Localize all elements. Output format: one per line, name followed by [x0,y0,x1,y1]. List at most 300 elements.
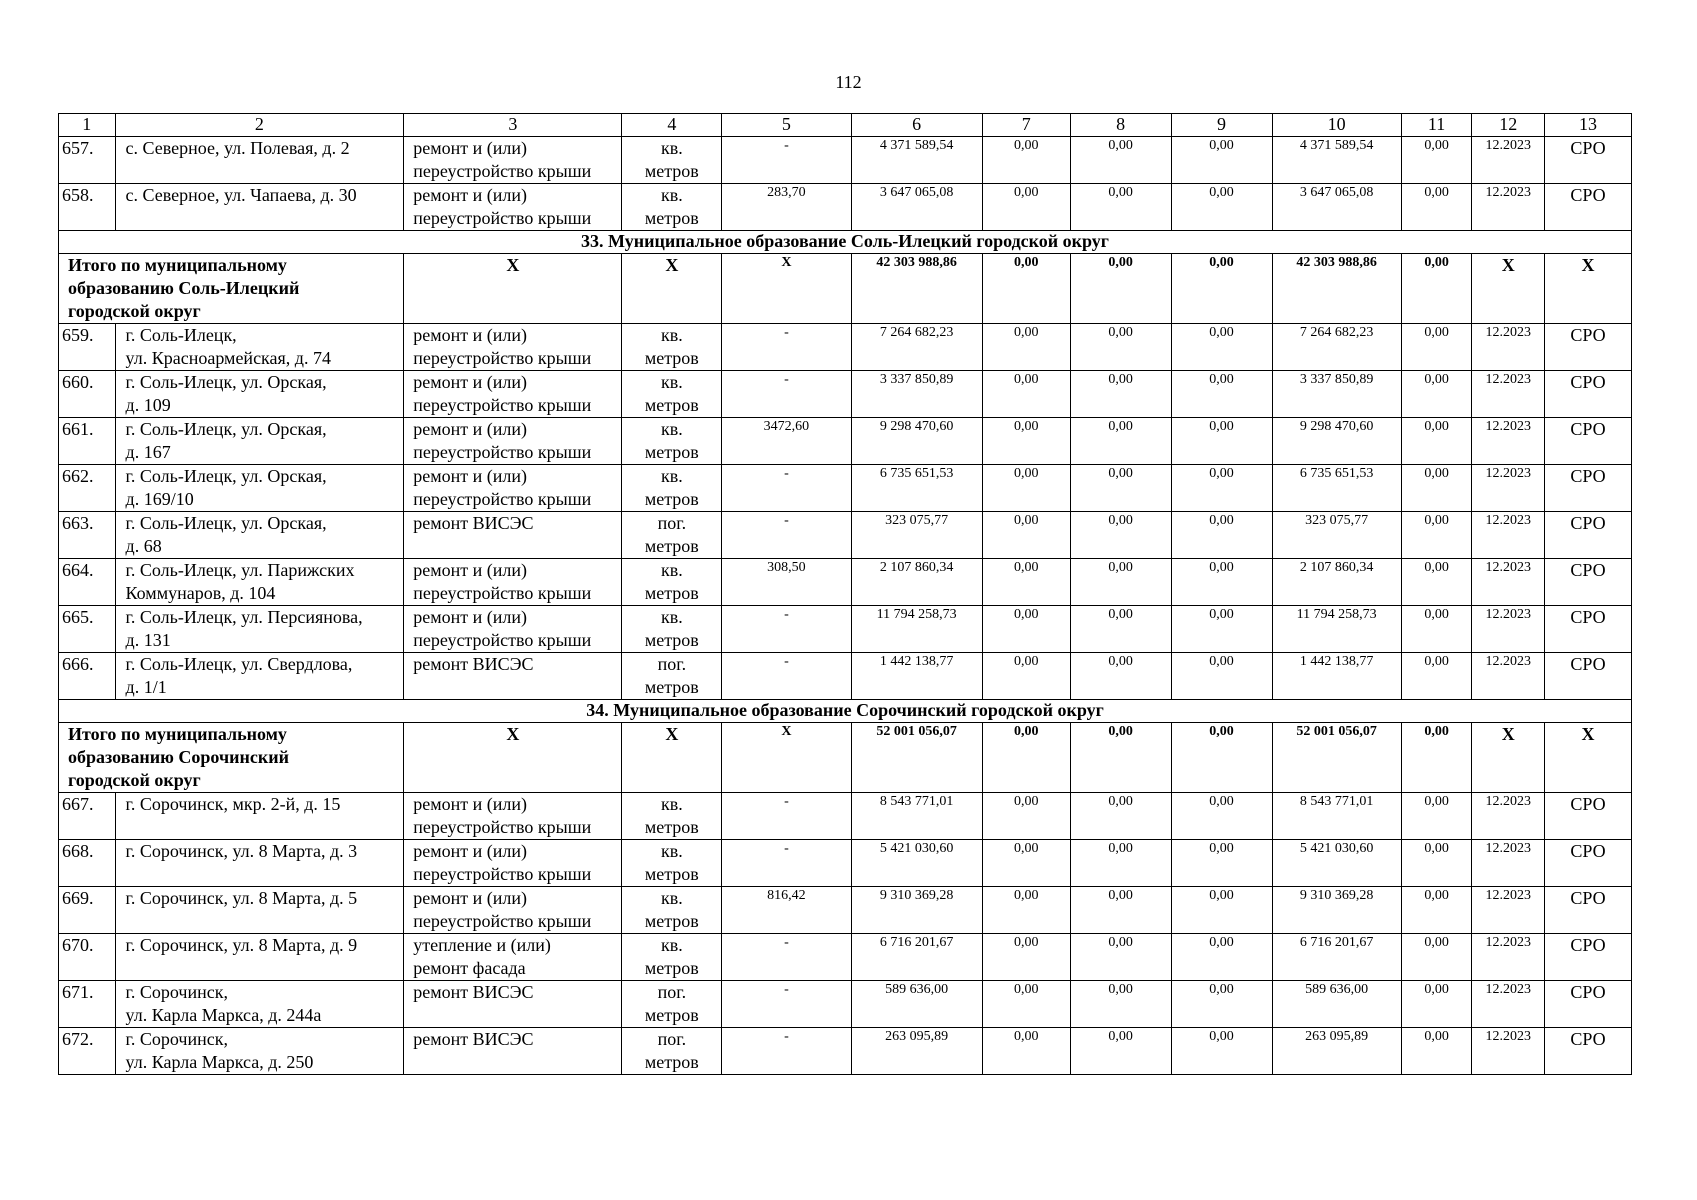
cell-work-type [404,465,622,512]
cell-line: ремонт ВИСЭС [413,654,534,674]
cell-line: кв. [660,607,683,627]
cell-row-number: 668. [59,840,116,887]
cell-other-funds: 0,00 [1401,184,1472,231]
cell-area: 816,42 [722,887,851,934]
cell-unit [622,653,722,700]
table-row [59,887,1632,934]
cell-method: СРО [1545,840,1632,887]
cell-area: - [722,934,851,981]
cell-federal-fund: 0,00 [982,793,1070,840]
cell-line: ремонт и (или) [413,325,528,345]
column-number-row [59,114,1632,137]
cell-regional-budget: 0,00 [1070,793,1171,840]
page-number: 112 [835,72,862,92]
cell-federal-fund: 0,00 [982,465,1070,512]
cell-line: г. Соль-Илецк, ул. Орская, [125,372,327,392]
cell-line: кв. [660,138,683,158]
cell-work-type [404,324,622,371]
cell-line: кв. [660,935,683,955]
table-row [59,934,1632,981]
cell-work-type [404,887,622,934]
cell-line: ремонт и (или) [413,794,528,814]
cell-regional-budget: 0,00 [1070,254,1171,324]
cell-other-funds: 0,00 [1401,559,1472,606]
cell-method: СРО [1545,371,1632,418]
cell-unit [622,137,722,184]
cell-row-number: 658. [59,184,116,231]
cell-regional-budget: 0,00 [1070,887,1171,934]
cell-line: г. Сорочинск, [125,1029,228,1049]
cell-row-number: 670. [59,934,116,981]
cell-federal-fund: 0,00 [982,254,1070,324]
cell-row-number: 659. [59,324,116,371]
cell-federal-fund: 0,00 [982,606,1070,653]
cell-unit [622,887,722,934]
cell-row-number: 664. [59,559,116,606]
cell-line: пог. [657,1029,687,1049]
cell-deadline: 12.2023 [1472,137,1545,184]
cell-line: пог. [657,654,687,674]
cell-method: СРО [1545,1028,1632,1075]
column-header: 12 [1472,114,1545,137]
cell-local-budget: 0,00 [1171,418,1272,465]
cell-line: метров [644,161,699,181]
cell-line: с. Северное, ул. Полевая, д. 2 [125,138,350,158]
cell-line: переустройство крыши [413,630,592,650]
cell-regional-budget: 0,00 [1070,653,1171,700]
cell-line: метров [644,395,699,415]
cell-row-number: 672. [59,1028,116,1075]
cell-address [115,418,404,465]
cell-deadline: Х [1472,254,1545,324]
cell-work-type [404,418,622,465]
table-row [59,1028,1632,1075]
cell-local-budget: 0,00 [1171,934,1272,981]
cell-work-type: Х [404,254,622,324]
table-row [59,512,1632,559]
cell-owners-funds: 263 095,89 [1272,1028,1401,1075]
column-header: 11 [1401,114,1472,137]
cell-local-budget: 0,00 [1171,723,1272,793]
cell-other-funds: 0,00 [1401,324,1472,371]
cell-deadline: 12.2023 [1472,887,1545,934]
cell-federal-fund: 0,00 [982,371,1070,418]
cell-total-cost: 42 303 988,86 [851,254,982,324]
cell-line: г. Сорочинск, ул. 8 Марта, д. 3 [125,841,358,861]
cell-line: д. 1/1 [125,677,167,697]
cell-line: д. 167 [125,442,171,462]
cell-line: кв. [660,888,683,908]
cell-method: СРО [1545,512,1632,559]
cell-unit [622,793,722,840]
cell-line: утепление и (или) [413,935,551,955]
cell-address [115,512,404,559]
subtotal-label [59,254,404,324]
cell-local-budget: 0,00 [1171,887,1272,934]
cell-line: метров [644,817,699,837]
cell-line: г. Соль-Илецк, ул. Орская, [125,513,327,533]
cell-deadline: Х [1472,723,1545,793]
cell-total-cost: 2 107 860,34 [851,559,982,606]
cell-line: метров [644,442,699,462]
cell-total-cost: 3 337 850,89 [851,371,982,418]
cell-other-funds: 0,00 [1401,653,1472,700]
cell-federal-fund: 0,00 [982,723,1070,793]
cell-address [115,137,404,184]
cell-line: пог. [657,982,687,1002]
cell-line: метров [644,677,699,697]
cell-owners-funds: 4 371 589,54 [1272,137,1401,184]
cell-owners-funds: 3 647 065,08 [1272,184,1401,231]
cell-deadline: 12.2023 [1472,840,1545,887]
cell-deadline: 12.2023 [1472,793,1545,840]
cell-method: СРО [1545,606,1632,653]
table-row [59,559,1632,606]
cell-other-funds: 0,00 [1401,887,1472,934]
cell-address [115,1028,404,1075]
cell-row-number: 660. [59,371,116,418]
cell-federal-fund: 0,00 [982,934,1070,981]
cell-total-cost: 323 075,77 [851,512,982,559]
cell-local-budget: 0,00 [1171,465,1272,512]
cell-total-cost: 8 543 771,01 [851,793,982,840]
cell-owners-funds: 6 735 651,53 [1272,465,1401,512]
cell-line: д. 68 [125,536,162,556]
cell-address [115,559,404,606]
cell-federal-fund: 0,00 [982,840,1070,887]
cell-total-cost: 9 310 369,28 [851,887,982,934]
cell-line: кв. [660,466,683,486]
cell-other-funds: 0,00 [1401,1028,1472,1075]
column-header: 13 [1545,114,1632,137]
cell-local-budget: 0,00 [1171,606,1272,653]
cell-work-type [404,1028,622,1075]
cell-method: Х [1545,723,1632,793]
cell-row-number: 669. [59,887,116,934]
cell-regional-budget: 0,00 [1070,934,1171,981]
cell-method: СРО [1545,465,1632,512]
cell-line: метров [644,348,699,368]
cell-work-type [404,606,622,653]
cell-line: переустройство крыши [413,583,592,603]
cell-area: 3472,60 [722,418,851,465]
cell-area: - [722,1028,851,1075]
column-header: 1 [59,114,116,137]
cell-deadline: 12.2023 [1472,559,1545,606]
cell-method: СРО [1545,793,1632,840]
cell-line: переустройство крыши [413,348,592,368]
subtotal-row [59,723,1632,793]
cell-federal-fund: 0,00 [982,184,1070,231]
cell-row-number: 666. [59,653,116,700]
cell-owners-funds: 6 716 201,67 [1272,934,1401,981]
cell-line: г. Соль-Илецк, ул. Парижских [125,560,355,580]
cell-line: ремонт и (или) [413,466,528,486]
cell-line: метров [644,911,699,931]
cell-unit: Х [622,254,722,324]
table-row [59,653,1632,700]
cell-area: - [722,653,851,700]
cell-other-funds: 0,00 [1401,465,1472,512]
cell-line: г. Соль-Илецк, ул. Орская, [125,466,327,486]
cell-address [115,934,404,981]
cell-line: кв. [660,185,683,205]
cell-line: переустройство крыши [413,817,592,837]
cell-line: ремонт и (или) [413,138,528,158]
cell-row-number: 662. [59,465,116,512]
cell-total-cost: 6 735 651,53 [851,465,982,512]
cell-line: метров [644,489,699,509]
cell-line: переустройство крыши [413,911,592,931]
cell-line: г. Соль-Илецк, ул. Орская, [125,419,327,439]
cell-total-cost: 9 298 470,60 [851,418,982,465]
cell-line: г. Соль-Илецк, ул. Свердлова, [125,654,353,674]
cell-area: - [722,371,851,418]
section-header-row [59,231,1632,254]
cell-line: г. Сорочинск, ул. 8 Марта, д. 9 [125,935,358,955]
cell-line: кв. [660,419,683,439]
cell-address [115,887,404,934]
cell-address [115,793,404,840]
cell-method: СРО [1545,559,1632,606]
cell-regional-budget: 0,00 [1070,512,1171,559]
table-row [59,981,1632,1028]
cell-line: ремонт и (или) [413,419,528,439]
cell-regional-budget: 0,00 [1070,559,1171,606]
cell-other-funds: 0,00 [1401,137,1472,184]
cell-deadline: 12.2023 [1472,981,1545,1028]
cell-total-cost: 6 716 201,67 [851,934,982,981]
cell-deadline: 12.2023 [1472,324,1545,371]
cell-federal-fund: 0,00 [982,418,1070,465]
cell-deadline: 12.2023 [1472,371,1545,418]
cell-other-funds: 0,00 [1401,723,1472,793]
table-row [59,324,1632,371]
cell-line: Итого по муниципальному [68,255,287,275]
cell-line: метров [644,583,699,603]
cell-unit [622,840,722,887]
cell-owners-funds: 42 303 988,86 [1272,254,1401,324]
cell-other-funds: 0,00 [1401,793,1472,840]
cell-area: - [722,981,851,1028]
column-header: 9 [1171,114,1272,137]
cell-address [115,371,404,418]
cell-line: г. Соль-Илецк, [125,325,237,345]
cell-total-cost: 7 264 682,23 [851,324,982,371]
cell-area: - [722,793,851,840]
cell-regional-budget: 0,00 [1070,371,1171,418]
cell-unit [622,465,722,512]
cell-regional-budget: 0,00 [1070,606,1171,653]
cell-work-type [404,512,622,559]
cell-regional-budget: 0,00 [1070,723,1171,793]
cell-line: ремонт и (или) [413,841,528,861]
cell-work-type [404,981,622,1028]
cell-area: - [722,324,851,371]
cell-federal-fund: 0,00 [982,887,1070,934]
cell-line: кв. [660,841,683,861]
table-row [59,418,1632,465]
section-title: 33. Муниципальное образование Соль-Илецкий городской округ [59,231,1632,254]
cell-line: Итого по муниципальному [68,724,287,744]
section-header-row [59,700,1632,723]
cell-line: метров [644,208,699,228]
cell-total-cost: 263 095,89 [851,1028,982,1075]
cell-local-budget: 0,00 [1171,137,1272,184]
cell-area: Х [722,723,851,793]
cell-line: ул. Красноармейская, д. 74 [125,348,331,368]
subtotal-row [59,254,1632,324]
cell-line: переустройство крыши [413,864,592,884]
cell-local-budget: 0,00 [1171,1028,1272,1075]
cell-line: метров [644,958,699,978]
cell-method: СРО [1545,324,1632,371]
cell-work-type [404,840,622,887]
cell-deadline: 12.2023 [1472,934,1545,981]
cell-line: образованию Сорочинский [68,747,289,767]
cell-total-cost: 4 371 589,54 [851,137,982,184]
cell-line: г. Сорочинск, [125,982,228,1002]
cell-local-budget: 0,00 [1171,559,1272,606]
cell-unit [622,1028,722,1075]
cell-method: СРО [1545,981,1632,1028]
cell-work-type [404,371,622,418]
cell-owners-funds: 52 001 056,07 [1272,723,1401,793]
cell-unit [622,559,722,606]
cell-line: ремонт и (или) [413,372,528,392]
cell-local-budget: 0,00 [1171,840,1272,887]
cell-local-budget: 0,00 [1171,793,1272,840]
cell-line: образованию Соль-Илецкий [68,278,300,298]
cell-line: ремонт ВИСЭС [413,1029,534,1049]
cell-address [115,465,404,512]
cell-owners-funds: 7 264 682,23 [1272,324,1401,371]
cell-address [115,606,404,653]
table-row [59,793,1632,840]
cell-line: метров [644,1052,699,1072]
cell-owners-funds: 323 075,77 [1272,512,1401,559]
cell-row-number: 661. [59,418,116,465]
cell-area: 283,70 [722,184,851,231]
cell-owners-funds: 8 543 771,01 [1272,793,1401,840]
cell-area: - [722,465,851,512]
cell-method: СРО [1545,184,1632,231]
column-header: 10 [1272,114,1401,137]
cell-line: кв. [660,325,683,345]
cell-regional-budget: 0,00 [1070,465,1171,512]
cell-work-type [404,653,622,700]
cell-other-funds: 0,00 [1401,934,1472,981]
cell-row-number: 665. [59,606,116,653]
cell-work-type [404,137,622,184]
cell-method: СРО [1545,418,1632,465]
cell-work-type [404,559,622,606]
capital-repair-table [58,113,1632,1075]
cell-unit [622,981,722,1028]
cell-total-cost: 1 442 138,77 [851,653,982,700]
column-header: 7 [982,114,1070,137]
column-header: 6 [851,114,982,137]
table-row [59,371,1632,418]
cell-owners-funds: 11 794 258,73 [1272,606,1401,653]
column-header: 4 [622,114,722,137]
cell-deadline: 12.2023 [1472,465,1545,512]
section-title: 34. Муниципальное образование Сорочинский городской округ [59,700,1632,723]
cell-work-type [404,793,622,840]
table-row [59,465,1632,512]
cell-regional-budget: 0,00 [1070,981,1171,1028]
cell-federal-fund: 0,00 [982,324,1070,371]
cell-method: Х [1545,254,1632,324]
cell-regional-budget: 0,00 [1070,184,1171,231]
cell-method: СРО [1545,653,1632,700]
cell-line: переустройство крыши [413,395,592,415]
cell-owners-funds: 9 298 470,60 [1272,418,1401,465]
cell-unit [622,606,722,653]
cell-deadline: 12.2023 [1472,1028,1545,1075]
cell-line: ремонт и (или) [413,888,528,908]
cell-line: ремонт ВИСЭС [413,513,534,533]
cell-unit [622,512,722,559]
cell-method: СРО [1545,887,1632,934]
cell-line: кв. [660,560,683,580]
cell-line: ремонт фасада [413,958,526,978]
cell-regional-budget: 0,00 [1070,840,1171,887]
cell-federal-fund: 0,00 [982,1028,1070,1075]
cell-address [115,653,404,700]
column-header: 5 [722,114,851,137]
cell-owners-funds: 2 107 860,34 [1272,559,1401,606]
cell-federal-fund: 0,00 [982,981,1070,1028]
cell-row-number: 667. [59,793,116,840]
cell-row-number: 657. [59,137,116,184]
cell-line: Коммунаров, д. 104 [125,583,276,603]
cell-total-cost: 589 636,00 [851,981,982,1028]
cell-total-cost: 5 421 030,60 [851,840,982,887]
cell-federal-fund: 0,00 [982,559,1070,606]
cell-total-cost: 52 001 056,07 [851,723,982,793]
cell-unit [622,371,722,418]
cell-line: переустройство крыши [413,161,592,181]
cell-work-type: Х [404,723,622,793]
cell-federal-fund: 0,00 [982,137,1070,184]
cell-unit [622,418,722,465]
cell-line: ул. Карла Маркса, д. 244а [125,1005,322,1025]
cell-work-type [404,184,622,231]
cell-deadline: 12.2023 [1472,512,1545,559]
cell-area: - [722,137,851,184]
cell-row-number: 663. [59,512,116,559]
cell-unit [622,934,722,981]
cell-local-budget: 0,00 [1171,512,1272,559]
cell-line: переустройство крыши [413,442,592,462]
cell-federal-fund: 0,00 [982,512,1070,559]
cell-deadline: 12.2023 [1472,184,1545,231]
cell-other-funds: 0,00 [1401,512,1472,559]
cell-owners-funds: 1 442 138,77 [1272,653,1401,700]
cell-line: ремонт и (или) [413,607,528,627]
cell-other-funds: 0,00 [1401,606,1472,653]
cell-line: метров [644,536,699,556]
cell-line: метров [644,1005,699,1025]
table-row [59,840,1632,887]
cell-other-funds: 0,00 [1401,418,1472,465]
column-header: 2 [115,114,404,137]
cell-line: переустройство крыши [413,489,592,509]
cell-line: городской округ [68,770,201,790]
table-row [59,606,1632,653]
cell-line: кв. [660,372,683,392]
